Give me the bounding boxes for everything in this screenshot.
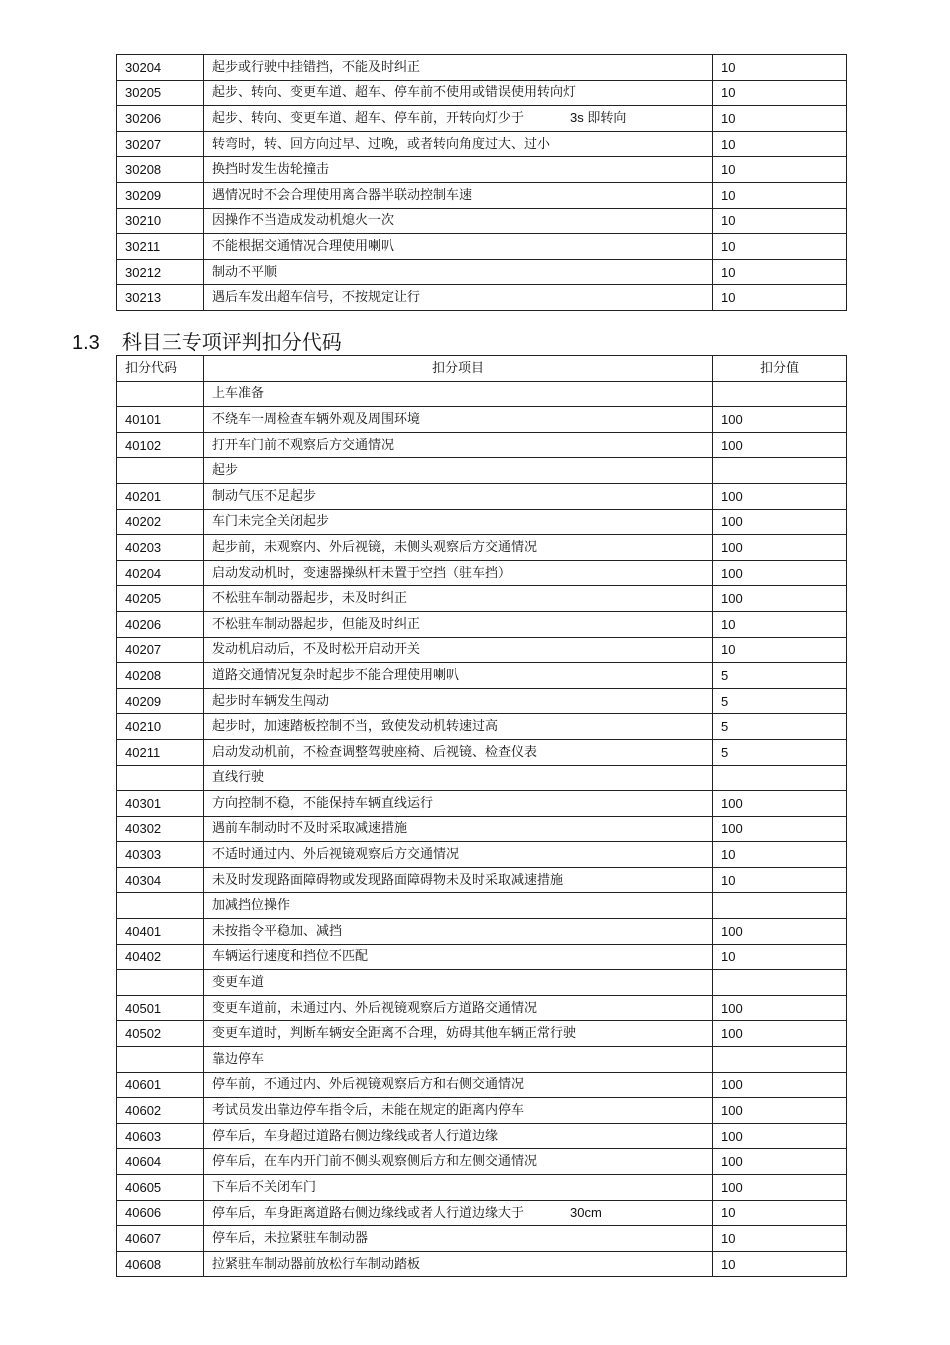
deduction-code: 30205: [117, 80, 204, 106]
deduction-item: [204, 131, 713, 157]
deduction-item-text: 拉紧驻车制动器前放松行车制动踏板: [212, 1256, 421, 1272]
deduction-item-text: 方向控制不稳，不能保持车辆直线运行: [212, 795, 434, 811]
section-number: 1.3: [72, 332, 100, 354]
deduction-code: 40304: [117, 867, 204, 893]
table-row: [117, 970, 847, 996]
deduction-item: [204, 714, 713, 740]
deduction-code: 30213: [117, 285, 204, 311]
table-row: [117, 106, 847, 132]
table-row: [117, 458, 847, 484]
deduction-value: 100: [713, 1123, 847, 1149]
deduction-item: [204, 106, 713, 132]
deduction-value: 100: [713, 1149, 847, 1175]
deduction-item: [204, 944, 713, 970]
table-row: [117, 1021, 847, 1047]
deduction-item-text: 未及时发现路面障碍物或发现路面障碍物未及时采取减速措施: [212, 872, 564, 888]
deduction-code: 30210: [117, 208, 204, 234]
header-item: 扣分项目: [204, 356, 713, 382]
deduction-item: [204, 182, 713, 208]
table-row: [117, 739, 847, 765]
deduction-item-text: 变更车道前，未通过内、外后视镜观察后方道路交通情况: [212, 1000, 538, 1016]
deduction-code: 30209: [117, 182, 204, 208]
table-row: [117, 285, 847, 311]
deduction-item-text: 车门未完全关闭起步: [212, 514, 330, 530]
deduction-item-text: 不适时通过内、外后视镜观察后方交通情况: [212, 847, 460, 863]
deduction-item: [204, 1047, 713, 1073]
deduction-value: 10: [713, 55, 847, 81]
deduction-value: 10: [713, 208, 847, 234]
deduction-item-text: 起步: [212, 463, 239, 479]
deduction-item-text: 不能根据交通情况合理使用喇叭: [212, 238, 395, 254]
deduction-item: [204, 816, 713, 842]
deduction-value: 5: [713, 688, 847, 714]
deduction-item: [204, 381, 713, 407]
deduction-item-text: 停车后，未拉紧驻车制动器: [212, 1230, 369, 1246]
table-row: [117, 791, 847, 817]
deduction-code: 40401: [117, 919, 204, 945]
deduction-item-text: 制动气压不足起步: [212, 488, 317, 504]
deduction-item-text: 起步时车辆发生闯动: [212, 693, 330, 709]
table-row: [117, 407, 847, 433]
deduction-item: [204, 1149, 713, 1175]
deduction-item: [204, 867, 713, 893]
deduction-item: [204, 842, 713, 868]
table-row: [117, 1149, 847, 1175]
deduction-item: [204, 611, 713, 637]
table-row: [117, 714, 847, 740]
deduction-item-text: 换挡时发生齿轮撞击: [212, 162, 330, 178]
table-row: [117, 259, 847, 285]
deduction-item-text: 起步、转向、变更车道、超车、停车前，开转向灯少于: [212, 111, 525, 127]
deduction-code: 40602: [117, 1098, 204, 1124]
table-row: [117, 586, 847, 612]
deduction-code: 30204: [117, 55, 204, 81]
deduction-item: [204, 458, 713, 484]
deduction-item: [204, 995, 713, 1021]
deduction-code: 40208: [117, 663, 204, 689]
deduction-code: 40210: [117, 714, 204, 740]
deduction-item-text: 转弯时，转、回方向过早、过晚，或者转向角度过大、过小: [212, 136, 551, 152]
deduction-code: 40203: [117, 535, 204, 561]
deduction-code: 40201: [117, 483, 204, 509]
deduction-code: [117, 1047, 204, 1073]
deduction-value: 100: [713, 1098, 847, 1124]
deduction-table-subject3: [116, 355, 847, 1277]
deduction-item: [204, 586, 713, 612]
deduction-item: [204, 432, 713, 458]
deduction-code: 40302: [117, 816, 204, 842]
table-row: [117, 816, 847, 842]
deduction-code: 40402: [117, 944, 204, 970]
deduction-item: [204, 55, 713, 81]
deduction-item-text: 停车前，不通过内、外后视镜观察后方和右侧交通情况: [212, 1077, 525, 1093]
table-row: [117, 944, 847, 970]
deduction-item: [204, 637, 713, 663]
table-row: [117, 919, 847, 945]
deduction-item-text: 起步时，加速踏板控制不当，致使发动机转速过高: [212, 719, 499, 735]
deduction-code: 40207: [117, 637, 204, 663]
deduction-item: [204, 1021, 713, 1047]
table-header-row: [117, 356, 847, 382]
table-row: [117, 1047, 847, 1073]
deduction-value: 10: [713, 285, 847, 311]
deduction-value: 10: [713, 131, 847, 157]
table-row: [117, 432, 847, 458]
deduction-value: [713, 381, 847, 407]
deduction-value: 10: [713, 944, 847, 970]
deduction-value: [713, 1047, 847, 1073]
deduction-code: 40608: [117, 1251, 204, 1277]
deduction-item-text: 遇情况时不会合理使用离合器半联动控制车速: [212, 187, 473, 203]
deduction-code: 40502: [117, 1021, 204, 1047]
table-row: [117, 1226, 847, 1252]
table-body: [117, 55, 847, 311]
table-row: [117, 80, 847, 106]
deduction-code: 40607: [117, 1226, 204, 1252]
deduction-table-part1: [116, 54, 847, 311]
deduction-code: [117, 970, 204, 996]
deduction-code: 40601: [117, 1072, 204, 1098]
deduction-value: 10: [713, 842, 847, 868]
table-row: [117, 611, 847, 637]
table-row: [117, 893, 847, 919]
header-code: 扣分代码: [117, 356, 204, 382]
deduction-item-text: 不松驻车制动器起步，但能及时纠正: [212, 616, 421, 632]
deduction-item-text: 发动机启动后，不及时松开启动开关: [212, 642, 421, 658]
deduction-item: [204, 893, 713, 919]
deduction-item-text: 考试员发出靠边停车指令后，未能在规定的距离内停车: [212, 1103, 525, 1119]
table-row: [117, 688, 847, 714]
deduction-value: 100: [713, 995, 847, 1021]
table-row: [117, 663, 847, 689]
deduction-item-text: 停车后，车身超过道路右侧边缘线或者人行道边缘: [212, 1128, 499, 1144]
deduction-value: 10: [713, 1200, 847, 1226]
deduction-item-text: 加减挡位操作: [212, 898, 291, 914]
deduction-item-text: 不绕车一周检查车辆外观及周围环境: [212, 411, 421, 427]
deduction-value: 100: [713, 509, 847, 535]
deduction-item-text: 遇前车制动时不及时采取减速措施: [212, 821, 408, 837]
deduction-item: [204, 970, 713, 996]
table-row: [117, 1251, 847, 1277]
table-row: [117, 55, 847, 81]
deduction-value: 100: [713, 586, 847, 612]
deduction-code: 40605: [117, 1175, 204, 1201]
deduction-code: 30206: [117, 106, 204, 132]
deduction-value: 100: [713, 791, 847, 817]
deduction-value: 10: [713, 157, 847, 183]
deduction-value: 10: [713, 611, 847, 637]
deduction-item-text: 起步前，未观察内、外后视镜，未侧头观察后方交通情况: [212, 539, 538, 555]
deduction-value: 10: [713, 637, 847, 663]
table-row: [117, 560, 847, 586]
deduction-value: [713, 970, 847, 996]
deduction-code: 40102: [117, 432, 204, 458]
deduction-value: 100: [713, 1175, 847, 1201]
deduction-code: 40606: [117, 1200, 204, 1226]
deduction-value: 100: [713, 407, 847, 433]
deduction-item-text: 起步或行驶中挂错挡，不能及时纠正: [212, 59, 421, 75]
table-row: [117, 867, 847, 893]
deduction-item: [204, 483, 713, 509]
deduction-value: [713, 893, 847, 919]
deduction-code: 40205: [117, 586, 204, 612]
deduction-value: 5: [713, 663, 847, 689]
deduction-code: 40604: [117, 1149, 204, 1175]
deduction-value: [713, 458, 847, 484]
table-row: [117, 637, 847, 663]
deduction-item-text: 因操作不当造成发动机熄火一次: [212, 213, 395, 229]
deduction-item-text: 道路交通情况复杂时起步不能合理使用喇叭: [212, 667, 460, 683]
deduction-item-text: 停车后，车身距离道路右侧边缘线或者人行道边缘大于: [212, 1205, 525, 1221]
deduction-item: [204, 1226, 713, 1252]
table-row: [117, 483, 847, 509]
deduction-item: [204, 157, 713, 183]
deduction-item-text: 启动发动机时，变速器操纵杆未置于空挡（驻车挡）: [212, 565, 512, 581]
deduction-value: 5: [713, 739, 847, 765]
deduction-code: 30208: [117, 157, 204, 183]
table-body: [117, 381, 847, 1277]
deduction-item: [204, 259, 713, 285]
table-row: [117, 842, 847, 868]
table-row: [117, 131, 847, 157]
deduction-value: 10: [713, 182, 847, 208]
deduction-value: 100: [713, 483, 847, 509]
deduction-item-text: 起步、转向、变更车道、超车、停车前不使用或错误使用转向灯: [212, 85, 577, 101]
deduction-item-text: 车辆运行速度和挡位不匹配: [212, 949, 369, 965]
header-value: 扣分值: [713, 356, 847, 382]
deduction-item-text: 变更车道时，判断车辆安全距离不合理，妨碍其他车辆正常行驶: [212, 1026, 577, 1042]
deduction-item: [204, 1072, 713, 1098]
deduction-item-extra: 30cm: [570, 1204, 602, 1220]
table-row: [117, 995, 847, 1021]
table-row: [117, 1098, 847, 1124]
deduction-code: [117, 893, 204, 919]
deduction-code: 40202: [117, 509, 204, 535]
deduction-value: 10: [713, 234, 847, 260]
deduction-item-text: 上车准备: [212, 386, 265, 402]
deduction-code: 40303: [117, 842, 204, 868]
table-row: [117, 535, 847, 561]
deduction-value: 100: [713, 535, 847, 561]
table-row: [117, 157, 847, 183]
table-row: [117, 765, 847, 791]
deduction-code: [117, 381, 204, 407]
deduction-item: [204, 560, 713, 586]
section-heading: [72, 326, 342, 355]
table-row: [117, 1175, 847, 1201]
deduction-item: [204, 791, 713, 817]
table-row: [117, 1200, 847, 1226]
deduction-value: 100: [713, 1021, 847, 1047]
deduction-item: [204, 509, 713, 535]
table-row: [117, 509, 847, 535]
deduction-item: [204, 919, 713, 945]
table-row: [117, 381, 847, 407]
deduction-item: [204, 234, 713, 260]
deduction-value: 100: [713, 919, 847, 945]
deduction-item-text: 未按指令平稳加、减挡: [212, 923, 343, 939]
deduction-item-text: 下车后不关闭车门: [212, 1179, 317, 1195]
deduction-item-text: 直线行驶: [212, 770, 265, 786]
deduction-item: [204, 208, 713, 234]
table-row: [117, 234, 847, 260]
deduction-item-text: 启动发动机前，不检查调整驾驶座椅、后视镜、检查仪表: [212, 744, 538, 760]
deduction-item: [204, 1175, 713, 1201]
deduction-item: [204, 535, 713, 561]
section-title: 科目三专项评判扣分代码: [121, 330, 342, 354]
deduction-item: [204, 1200, 713, 1226]
deduction-item: [204, 1251, 713, 1277]
deduction-item-text: 变更车道: [212, 975, 265, 991]
deduction-code: 40603: [117, 1123, 204, 1149]
deduction-code: 30212: [117, 259, 204, 285]
deduction-item-text: 靠边停车: [212, 1051, 265, 1067]
deduction-item-text: 打开车门前不观察后方交通情况: [212, 437, 395, 453]
deduction-code: 40204: [117, 560, 204, 586]
deduction-code: 40206: [117, 611, 204, 637]
deduction-value: 10: [713, 259, 847, 285]
deduction-item-text: 制动不平顺: [212, 264, 278, 280]
deduction-item: [204, 407, 713, 433]
deduction-item: [204, 739, 713, 765]
deduction-code: 40211: [117, 739, 204, 765]
table-row: [117, 1123, 847, 1149]
deduction-value: 100: [713, 1072, 847, 1098]
deduction-value: 10: [713, 1226, 847, 1252]
deduction-value: 10: [713, 80, 847, 106]
deduction-item-text: 遇后车发出超车信号，不按规定让行: [212, 290, 421, 306]
deduction-value: 100: [713, 816, 847, 842]
deduction-code: 30211: [117, 234, 204, 260]
deduction-code: 40501: [117, 995, 204, 1021]
deduction-item: [204, 688, 713, 714]
deduction-code: [117, 458, 204, 484]
deduction-value: 5: [713, 714, 847, 740]
deduction-item-text: 停车后，在车内开门前不侧头观察侧后方和左侧交通情况: [212, 1154, 538, 1170]
deduction-value: 100: [713, 432, 847, 458]
deduction-item-text: 不松驻车制动器起步，未及时纠正: [212, 591, 408, 607]
table-row: [117, 1072, 847, 1098]
deduction-value: 100: [713, 560, 847, 586]
deduction-item: [204, 663, 713, 689]
deduction-value: 10: [713, 106, 847, 132]
deduction-value: [713, 765, 847, 791]
deduction-item-extra: 3s 即转向: [570, 110, 627, 126]
table-row: [117, 182, 847, 208]
deduction-code: 30207: [117, 131, 204, 157]
deduction-code: 40101: [117, 407, 204, 433]
table-row: [117, 208, 847, 234]
deduction-item: [204, 285, 713, 311]
deduction-item: [204, 80, 713, 106]
deduction-value: 10: [713, 1251, 847, 1277]
deduction-code: 40301: [117, 791, 204, 817]
deduction-code: [117, 765, 204, 791]
deduction-item: [204, 765, 713, 791]
deduction-item: [204, 1098, 713, 1124]
deduction-value: 10: [713, 867, 847, 893]
deduction-item: [204, 1123, 713, 1149]
deduction-code: 40209: [117, 688, 204, 714]
